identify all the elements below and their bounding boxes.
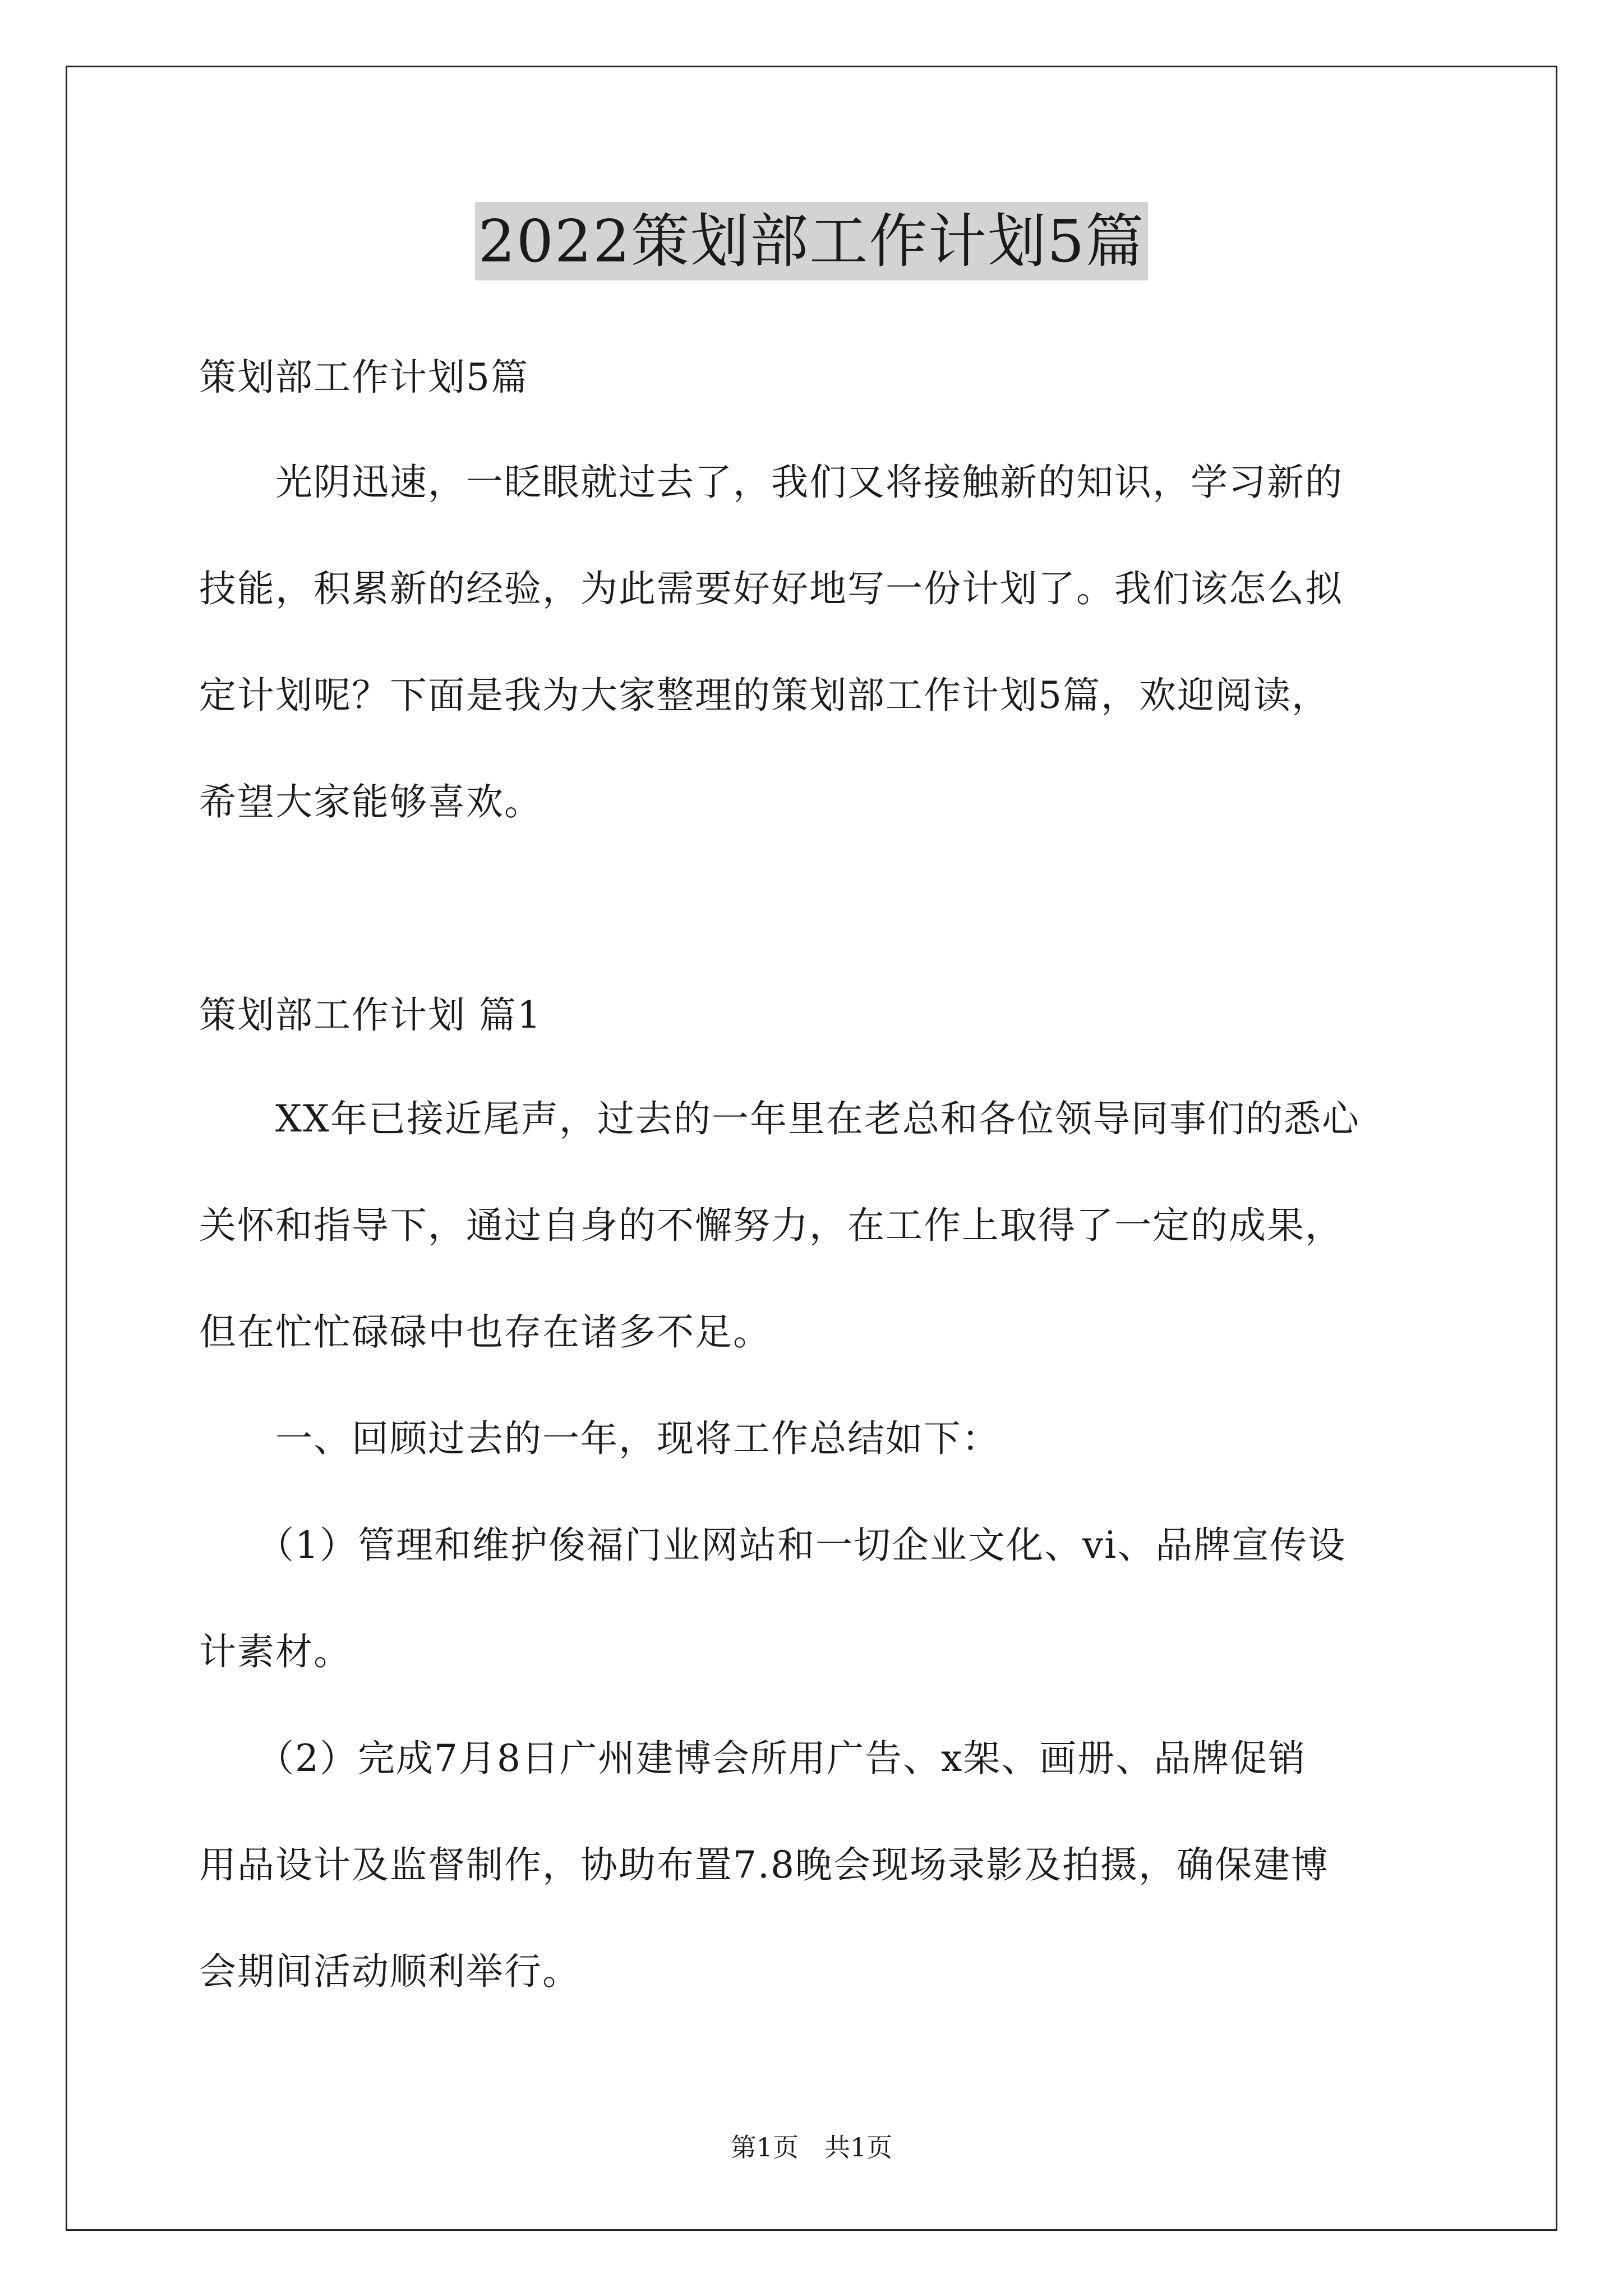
page-footer: 第1页 共1页	[730, 2132, 893, 2162]
paragraph-line: 用品设计及监督制作，协助布置7.8晚会现场录影及拍摄，确保建博	[199, 1843, 1329, 1887]
subtitle-line: 策划部工作计划5篇	[199, 356, 529, 399]
paragraph-line: 会期间活动顺利举行。	[199, 1950, 580, 1993]
paragraph-line: 关怀和指导下，通过自身的不懈努力，在工作上取得了一定的成果，	[199, 1204, 1343, 1247]
paragraph-line: 定计划呢？下面是我为大家整理的策划部工作计划5篇，欢迎阅读，	[199, 674, 1330, 717]
title-container	[0, 202, 1623, 280]
paragraph-line: 一、回顾过去的一年，现将工作总结如下：	[199, 1417, 1000, 1460]
paragraph-line: （2）完成7月8日广州建博会所用广告、x架、画册、品牌促销	[199, 1737, 1307, 1780]
paragraph-line: （1）管理和维护俊福门业网站和一切企业文化、vi、品牌宣传设	[199, 1524, 1347, 1567]
paragraph-line: 计素材。	[199, 1630, 352, 1673]
paragraph-line: 希望大家能够喜欢。	[199, 780, 542, 823]
paragraph-line: 技能，积累新的经验，为此需要好好地写一份计划了。我们该怎么拟	[199, 567, 1343, 610]
paragraph-line: XX年已接近尾声，过去的一年里在老总和各位领导同事们的悉心	[199, 1097, 1360, 1140]
paragraph-line: 光阴迅速，一眨眼就过去了，我们又将接触新的知识，学习新的	[199, 461, 1343, 504]
document-title: 2022策划部工作计划5篇	[475, 202, 1149, 280]
paragraph-line: 但在忙忙碌碌中也存在诸多不足。	[199, 1310, 771, 1354]
section-heading: 策划部工作计划 篇1	[199, 993, 542, 1037]
